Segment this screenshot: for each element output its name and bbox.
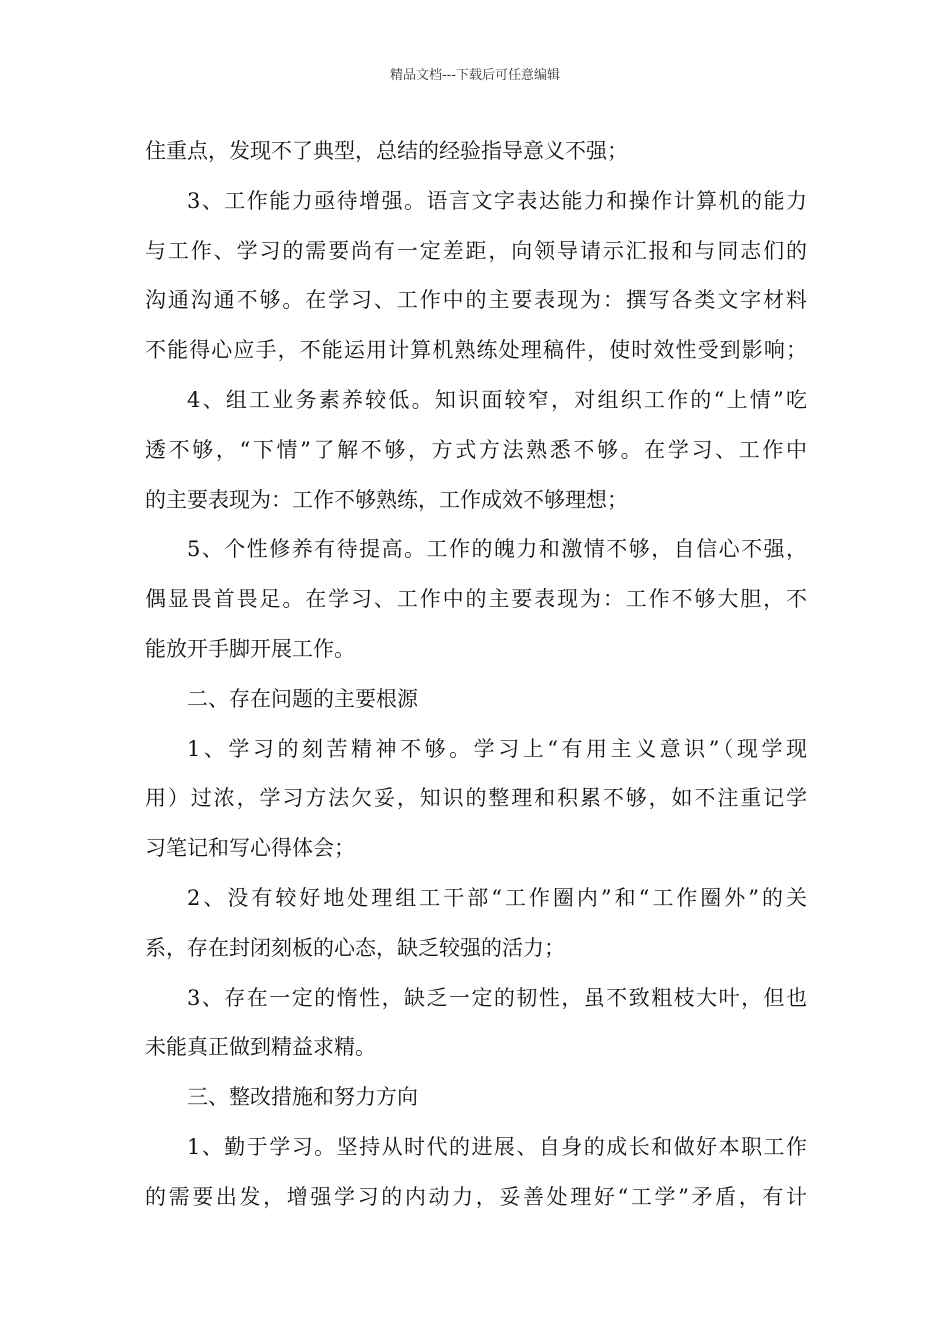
text-line: 三、整改措施和努力方向 xyxy=(187,1085,418,1110)
text-line: 1、学习的刻苦精神不够。学习上“有用主义意识”（现学现 xyxy=(187,736,807,761)
text-line: 用）过浓，学习方法欠妥，知识的整理和积累不够，如不注重记学 xyxy=(145,786,807,811)
text-line: 透不够，“下情”了解不够，方式方法熟悉不够。在学习、工作中 xyxy=(145,437,807,462)
text-line: 未能真正做到精益求精。 xyxy=(145,1035,376,1060)
text-line: 偶显畏首畏足。在学习、工作中的主要表现为：工作不够大胆，不 xyxy=(145,587,807,612)
text-line: 3、工作能力亟待增强。语言文字表达能力和操作计算机的能力 xyxy=(187,188,807,213)
text-line: 二、存在问题的主要根源 xyxy=(187,686,418,711)
text-line: 4、组工业务素养较低。知识面较窄，对组织工作的“上情”吃 xyxy=(187,387,807,412)
text-line: 能放开手脚开展工作。 xyxy=(145,636,355,661)
text-line: 1、勤于学习。坚持从时代的进展、自身的成长和做好本职工作 xyxy=(187,1134,807,1159)
text-line: 习笔记和写心得体会； xyxy=(145,836,355,861)
text-line: 系，存在封闭刻板的心态，缺乏较强的活力； xyxy=(145,935,565,960)
text-line: 的需要出发，增强学习的内动力，妥善处理好“工学”矛盾，有计 xyxy=(145,1184,807,1209)
text-line: 3、存在一定的惰性，缺乏一定的韧性，虽不致粗枝大叶，但也 xyxy=(187,985,807,1010)
text-line: 的主要表现为：工作不够熟练，工作成效不够理想； xyxy=(145,487,628,512)
text-line: 2、没有较好地处理组工干部“工作圈内”和“工作圈外”的关 xyxy=(187,885,807,910)
text-line: 不能得心应手，不能运用计算机熟练处理稿件，使时效性受到影响； xyxy=(145,338,807,363)
text-line: 与工作、学习的需要尚有一定差距，向领导请示汇报和与同志们的 xyxy=(145,238,807,263)
text-line: 沟通沟通不够。在学习、工作中的主要表现为：撰写各类文字材料 xyxy=(145,288,807,313)
page-header: 精品文档---下载后可任意编辑 xyxy=(389,68,561,83)
document-body xyxy=(145,127,807,1223)
text-line: 住重点，发现不了典型，总结的经验指导意义不强； xyxy=(145,139,628,163)
text-line: 5、个性修养有待提高。工作的魄力和激情不够，自信心不强， xyxy=(187,537,807,562)
